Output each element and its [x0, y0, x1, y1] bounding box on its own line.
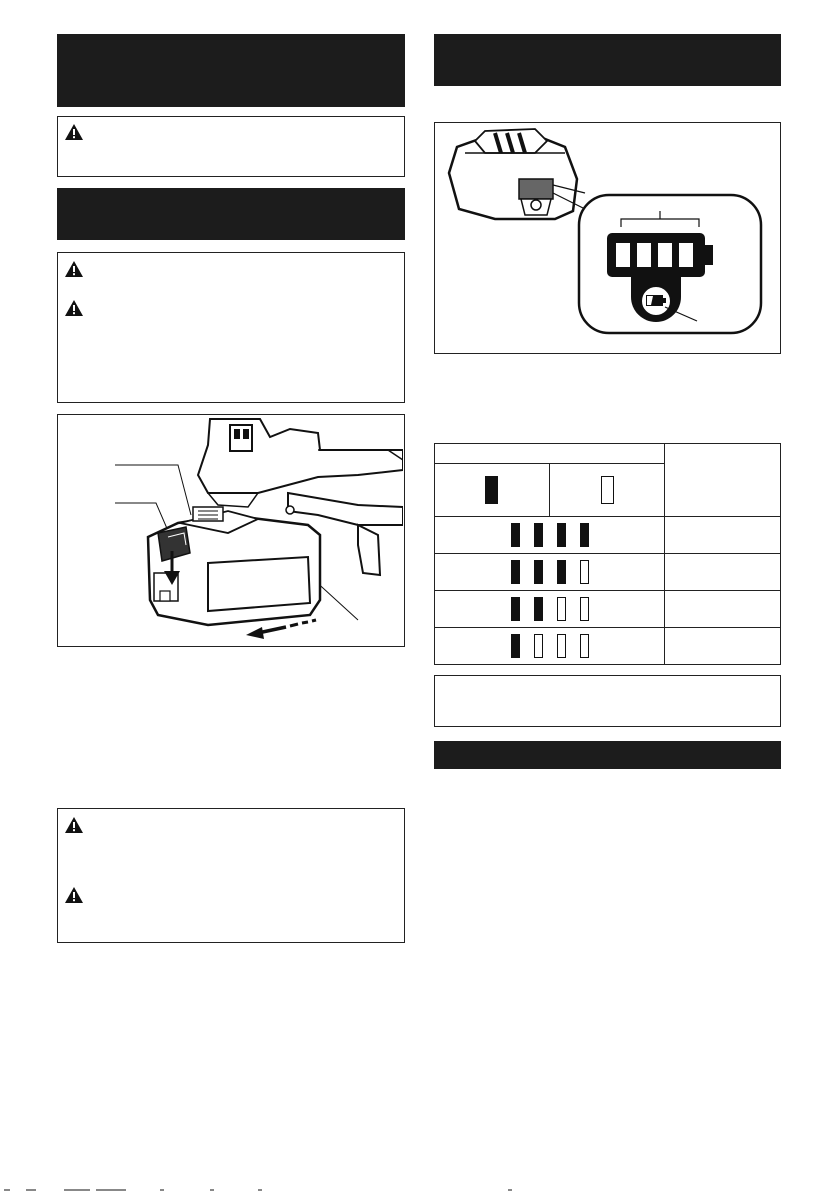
lamp-row-3: [435, 554, 665, 591]
lamp-lit-icon: [557, 523, 566, 547]
lamp-lit-icon: [534, 560, 543, 584]
section-header-band-1: [57, 34, 405, 107]
lamp-row-4: [435, 517, 665, 554]
legend-off: [549, 464, 665, 517]
caution-box-1: [57, 116, 405, 177]
lamp-lit-icon: [534, 597, 543, 621]
table-row: [435, 628, 781, 665]
section-header-band-4: [434, 741, 781, 769]
lamp-off-icon: [580, 560, 589, 584]
figure-battery-install: [57, 414, 405, 647]
capacity-indicator-illustration: [435, 123, 779, 352]
section-header-band-3: [434, 34, 781, 86]
lamp-off-icon: [557, 634, 566, 658]
lamp-off-icon: [557, 597, 566, 621]
page-edge-marks: [0, 1186, 840, 1192]
lamp-lit-icon: [511, 560, 520, 584]
capacity-cell: [665, 591, 781, 628]
figure-capacity-indicator: [434, 122, 781, 354]
warning-triangle-icon: [65, 300, 83, 316]
warning-triangle-icon: [65, 124, 83, 140]
table-row: [435, 554, 781, 591]
lamp-lit-icon: [534, 523, 543, 547]
warning-triangle-icon: [65, 887, 83, 903]
table-header-remaining-capacity: [665, 444, 781, 517]
lamp-row-2: [435, 591, 665, 628]
warning-triangle-icon: [65, 261, 83, 277]
lamp-lit-icon: [580, 523, 589, 547]
capacity-cell: [665, 628, 781, 665]
warning-triangle-icon: [65, 817, 83, 833]
lamp-lit-icon: [511, 597, 520, 621]
legend-lighted: [435, 464, 550, 517]
lamp-row-1: [435, 628, 665, 665]
capacity-cell: [665, 554, 781, 591]
lamp-off-icon: [601, 476, 614, 504]
lamp-lit-icon: [557, 560, 566, 584]
caution-box-3: [57, 808, 405, 943]
indicator-status-table: [434, 443, 781, 665]
lamp-lit-icon: [511, 634, 520, 658]
table-row: [435, 517, 781, 554]
section-header-band-2: [57, 188, 405, 240]
note-box: [434, 675, 781, 727]
caution-box-2: [57, 252, 405, 403]
lamp-lit-icon: [511, 523, 520, 547]
table-header-indicator-lamps: [435, 444, 665, 464]
capacity-cell: [665, 517, 781, 554]
lamp-off-icon: [580, 597, 589, 621]
lamp-off-icon: [580, 634, 589, 658]
battery-install-illustration: [58, 415, 403, 645]
table-row: [435, 591, 781, 628]
lamp-off-icon: [534, 634, 543, 658]
lamp-lit-icon: [485, 476, 498, 504]
